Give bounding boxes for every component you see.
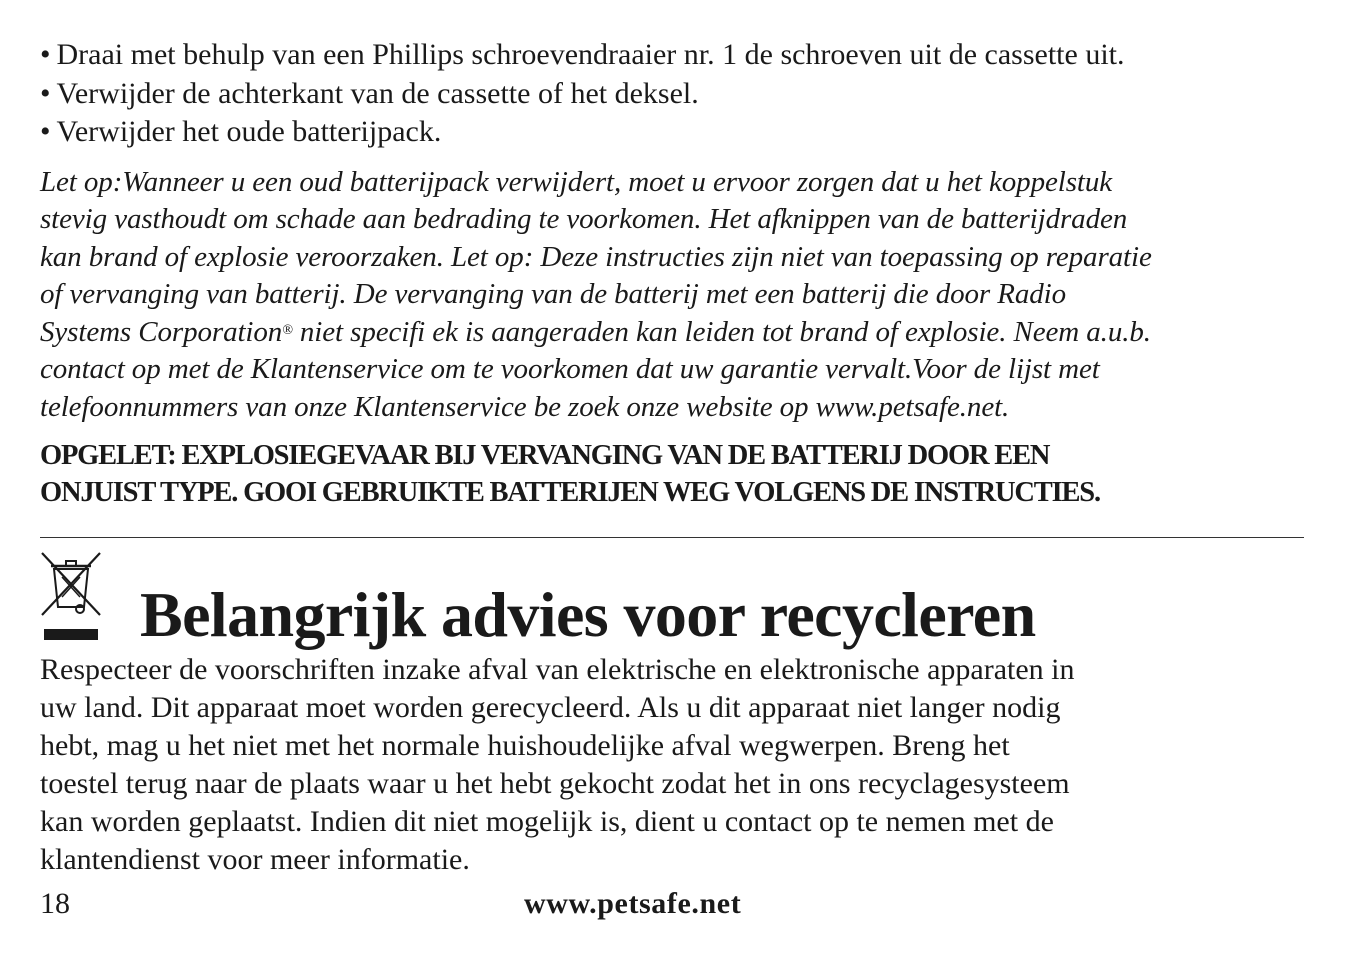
recycling-heading: Belangrijk advies voor recycleren — [140, 579, 1036, 650]
instruction-list — [40, 36, 1315, 152]
battery-note — [40, 164, 1315, 427]
instruction-text: Verwijder het oude batterijpack. — [56, 115, 442, 148]
advice-line: toestel terug naar de plaats waar u het hebt gekocht zodat het in ons recyclagesysteem — [40, 767, 1070, 800]
advice-line: uw land. Dit apparaat moet worden gerecycleerd. Als u dit apparaat niet langer nodig — [40, 691, 1061, 724]
instruction-text: Draai met behulp van een Phillips schroevendraaier nr. 1 de schroeven uit de cassette uit. — [56, 38, 1125, 71]
advice-line: klantendienst voor meer informatie. — [40, 843, 470, 876]
warning-line: OPGELET: EXPLOSIEGEVAAR BIJ VERVANGING VAN DE BATTERIJ DOOR EEN — [40, 439, 1050, 471]
bullet-dot: • — [40, 76, 51, 110]
note-line: stevig vasthoudt om schade aan bedrading te voorkomen. Het afknippen van de batterijdraden — [40, 203, 1128, 236]
explosion-warning — [40, 437, 1315, 511]
instruction-item — [40, 75, 1315, 114]
note-line: kan brand of explosie veroorzaken. Let op: Deze instructies zijn niet van toepassing op reparatie — [40, 240, 1152, 273]
section-divider — [40, 537, 1304, 538]
instruction-text: Verwijder de achterkant van de cassette of het deksel. — [56, 76, 699, 110]
page-content — [40, 36, 1315, 511]
advice-line: kan worden geplaatst. Indien dit niet mogelijk is, dient u contact op te nemen met de — [40, 805, 1054, 838]
bullet-dot: • — [40, 115, 51, 148]
warning-line: ONJUIST TYPE. GOOI GEBRUIKTE BATTERIJEN WEG VOLGENS DE INSTRUCTIES. — [40, 476, 1100, 508]
recycling-advice — [40, 651, 1315, 879]
note-line: Systems Corporation — [40, 315, 283, 348]
note-line: niet specifi ek is aangeraden kan leiden tot brand of explosie. Neem a.u.b. — [292, 315, 1151, 348]
advice-line: hebt, mag u het niet met het normale huishoudelijke afval wegwerpen. Breng het — [40, 729, 1010, 762]
registered-mark: ® — [282, 322, 293, 338]
instruction-item — [40, 36, 1315, 75]
instruction-item — [40, 113, 1315, 152]
advice-line: Respecteer de voorschriften inzake afval van elektrische en elektronische apparaten in — [40, 653, 1075, 686]
bullet-dot: • — [40, 38, 51, 71]
recycling-header — [40, 545, 1315, 655]
note-line: of vervanging van batterij. De vervanging van de batterij met een batterij die door Radio — [40, 278, 1067, 311]
footer-url: www.petsafe.net — [524, 887, 742, 920]
note-line: telefoonnummers van onze Klantenservice be zoek onze website op www.petsafe.net. — [40, 391, 1010, 424]
page-number: 18 — [40, 887, 70, 920]
note-line: Let op:Wanneer u een oud batterijpack verwijdert, moet u ervoor zorgen dat u het koppelstuk — [40, 165, 1113, 198]
crossed-out-wheelie-bin-icon — [40, 549, 102, 645]
note-line: contact op met de Klantenservice om te voorkomen dat uw garantie vervalt.Voor de lijst met — [40, 353, 1100, 386]
